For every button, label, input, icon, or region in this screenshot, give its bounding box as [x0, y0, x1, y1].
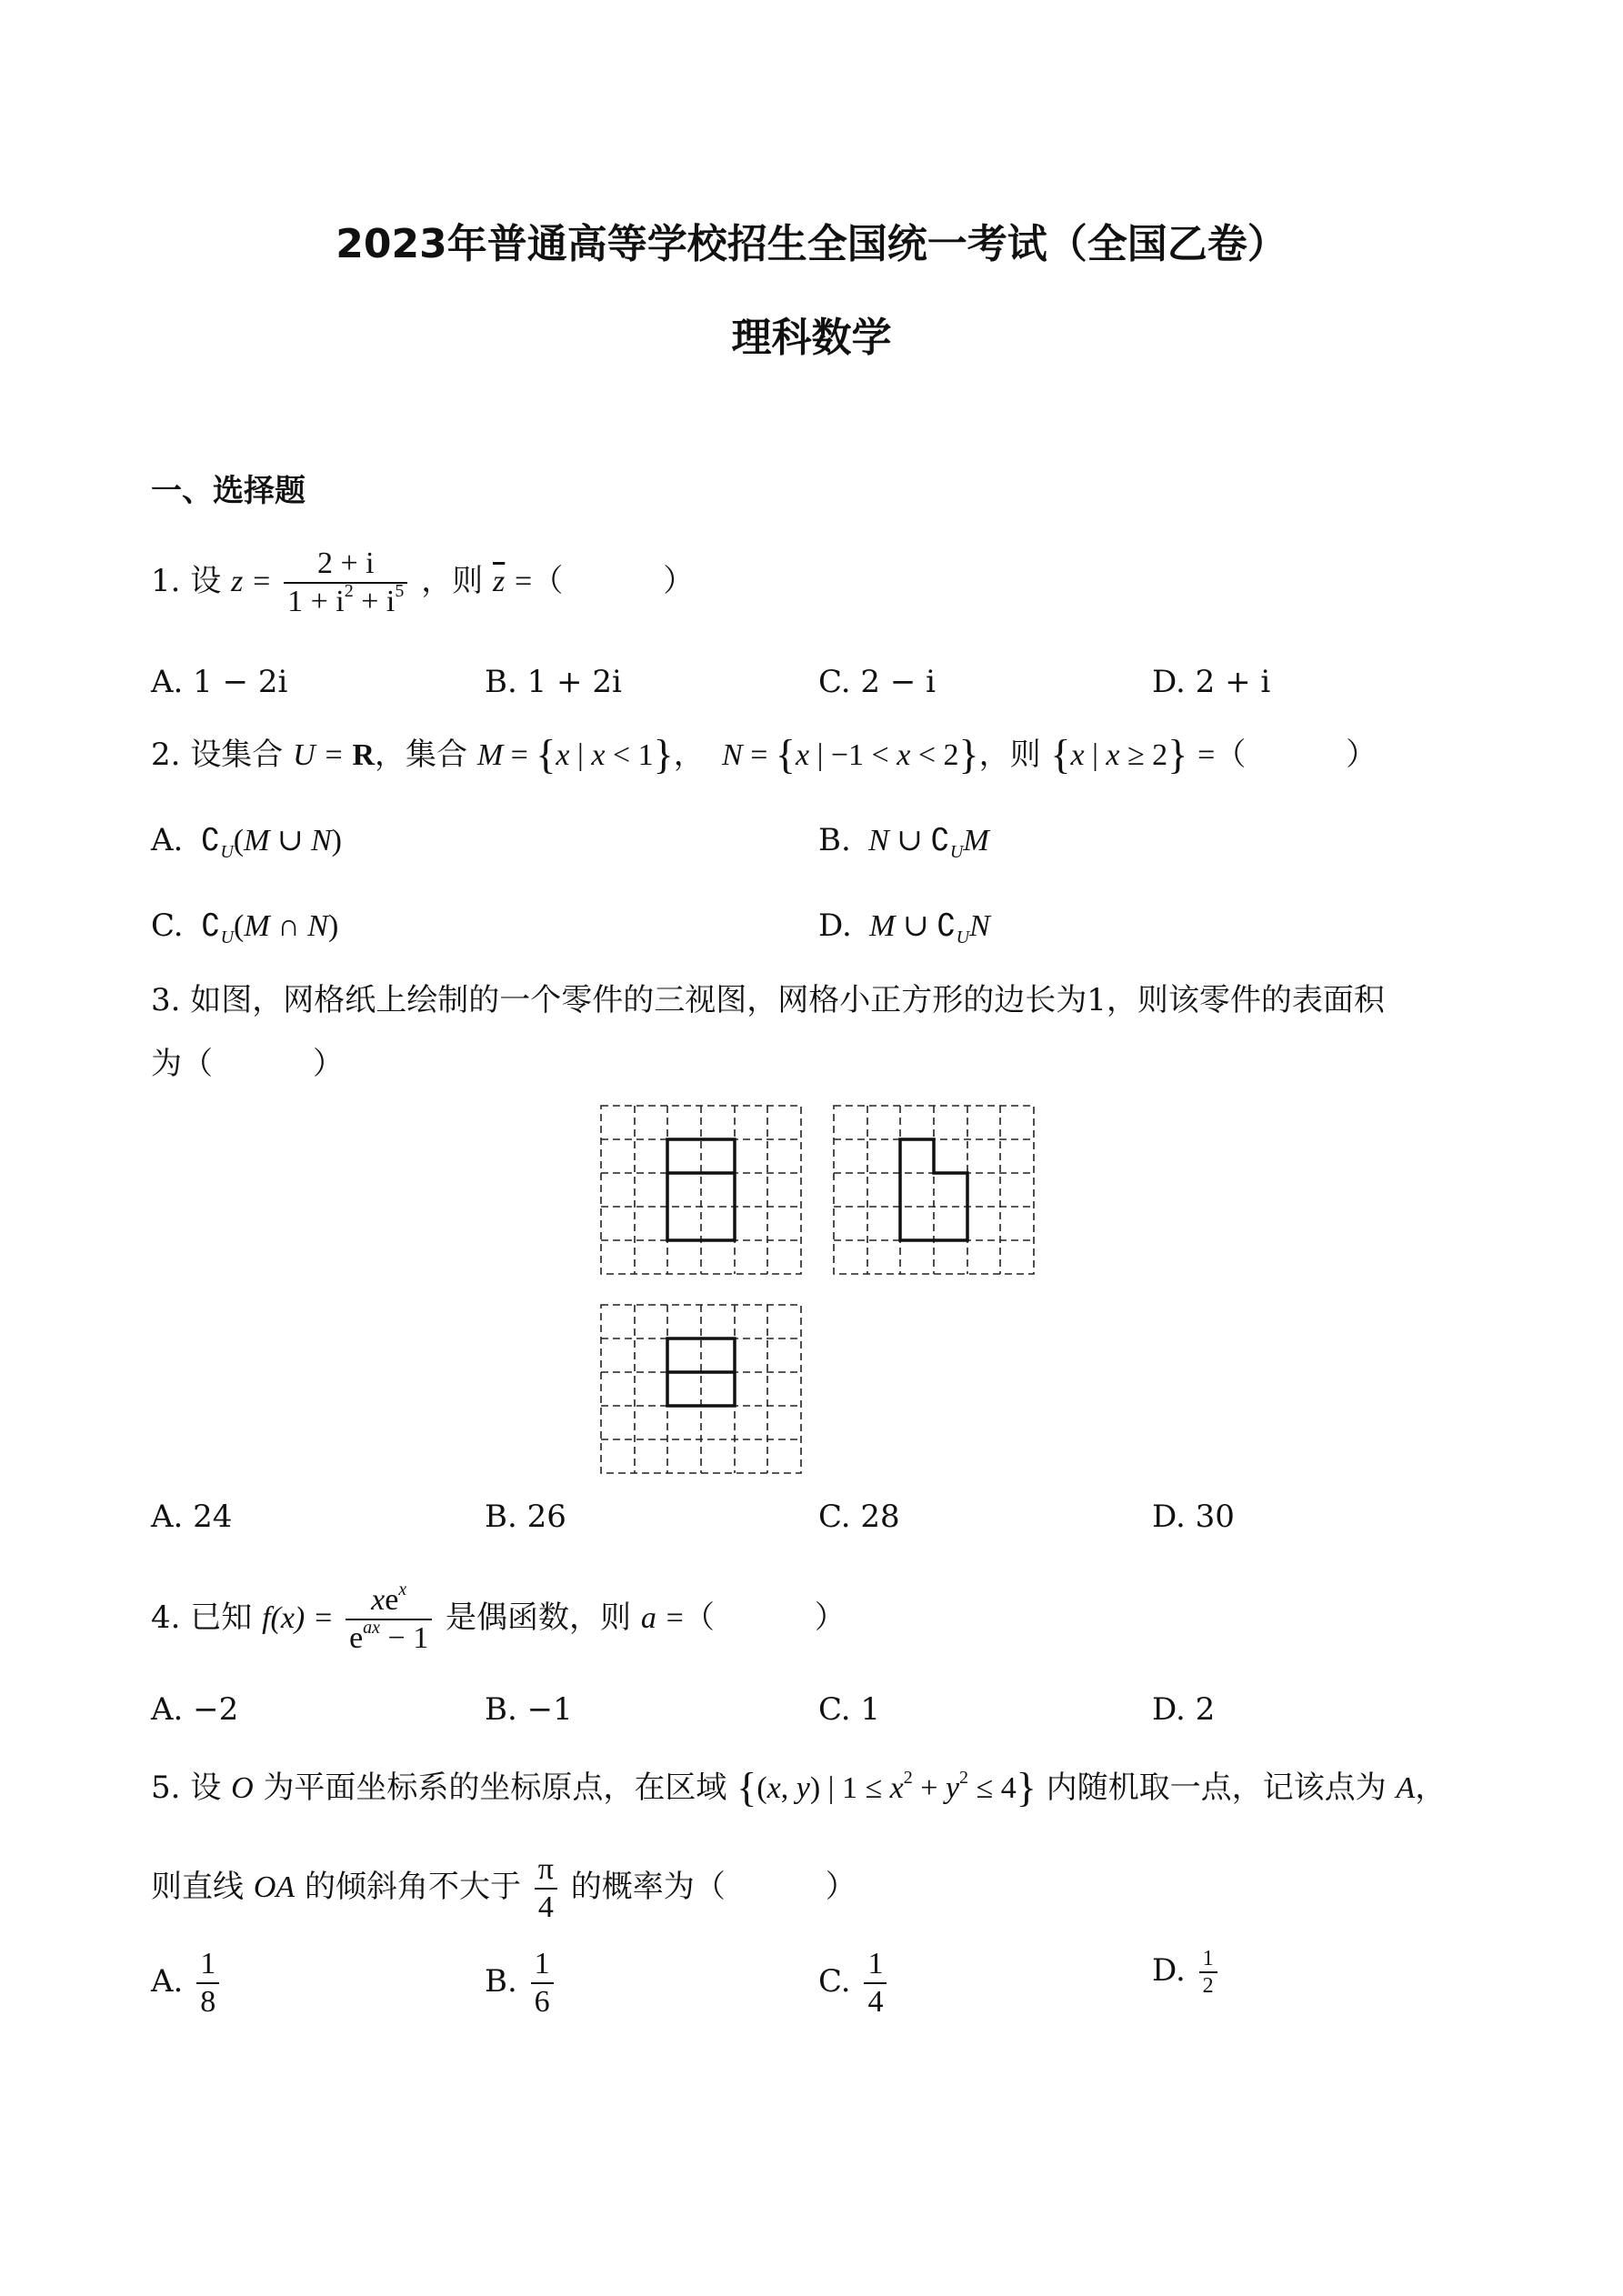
q5-option-d[interactable]: D. $\frac{1}{2}$	[1152, 1946, 1221, 1999]
q3-option-a[interactable]: A. 24	[151, 1499, 233, 1535]
question-1: 1. 设 z = $\frac{2 + i}{1 + i^2 + i^5}$ ，则 $\overline{z}$ =（ ）	[151, 546, 695, 618]
question-2: 2. 设集合 U = R，集合 M = {x | x < 1}， N = {x | −1 < x < 2}，则 {x | x ≥ 2} =（ ）	[151, 731, 1378, 777]
top-view	[601, 1305, 801, 1473]
front-view	[601, 1106, 801, 1274]
question-3-line-1: 3. 如图，网格纸上绘制的一个零件的三视图，网格小正方形的边长为1，则该零件的表面积	[151, 982, 1385, 1018]
q4-option-b[interactable]: B. −1	[485, 1691, 573, 1728]
question-3-line-2: 为（ ）	[151, 1046, 344, 1082]
q4-option-c[interactable]: C. 1	[818, 1691, 881, 1728]
q1-option-b[interactable]: B. 1 + 2i	[485, 664, 622, 700]
question-5-line-2: 则直线 OA 的倾斜角不大于 $\frac{\pi}{4}$ 的概率为（ ）	[151, 1852, 857, 1924]
q3-option-c[interactable]: C. 28	[818, 1499, 900, 1535]
q1-fraction: $\frac{2 + i}{1 + i^2 + i^5}$	[284, 546, 407, 620]
q3-option-b[interactable]: B. 26	[485, 1499, 566, 1535]
section-heading: 一、选择题	[151, 473, 306, 509]
q2-option-c[interactable]: C. $∁_U(M$ ∩ N)	[151, 907, 339, 947]
exam-title: 2023年普通高等学校招生全国统一考试（全国乙卷）	[336, 221, 1287, 267]
q1-option-d[interactable]: D. 2 + i	[1152, 664, 1271, 700]
q1-option-c[interactable]: C. 2 − i	[818, 664, 937, 700]
q5-option-c[interactable]: C. $\frac{1}{4}$	[818, 1946, 890, 2020]
q4-option-d[interactable]: D. 2	[1152, 1691, 1216, 1728]
q5-pi-over-4: $\frac{\pi}{4}$	[535, 1851, 557, 1926]
q1-option-a[interactable]: A. 1 − 2i	[151, 664, 288, 700]
exam-subtitle: 理科数学	[731, 315, 892, 361]
q4-fraction: $\frac{xe^x}{e^{ax} - 1}$	[346, 1582, 432, 1657]
three-view-figure	[596, 1100, 1050, 1482]
q2-option-b[interactable]: B. N ∪ $∁_UM$	[818, 822, 989, 862]
question-5-line-1: 5. 设 O 为平面坐标系的坐标原点，在区域 {(x, y) | $1 \le x^2 + y^2 \le 4$} 内随机取一点，记该点为 A，	[151, 1764, 1447, 1810]
q4-option-a[interactable]: A. −2	[151, 1691, 239, 1728]
q3-option-d[interactable]: D. 30	[1152, 1499, 1235, 1535]
q2-option-d[interactable]: D. M ∪ $∁_UN$	[818, 907, 990, 947]
question-4: 4. 已知 f(x) = $\frac{xe^x}{e^{ax} - 1}$ 是偶函数，则 a =（ ）	[151, 1579, 846, 1655]
q5-option-a[interactable]: A. $\frac{1}{8}$	[151, 1946, 223, 2020]
q5-option-b[interactable]: B. $\frac{1}{6}$	[485, 1946, 557, 2020]
side-view	[834, 1106, 1034, 1274]
q2-option-a[interactable]: A. $∁_U(M$ ∪ N)	[151, 822, 342, 862]
